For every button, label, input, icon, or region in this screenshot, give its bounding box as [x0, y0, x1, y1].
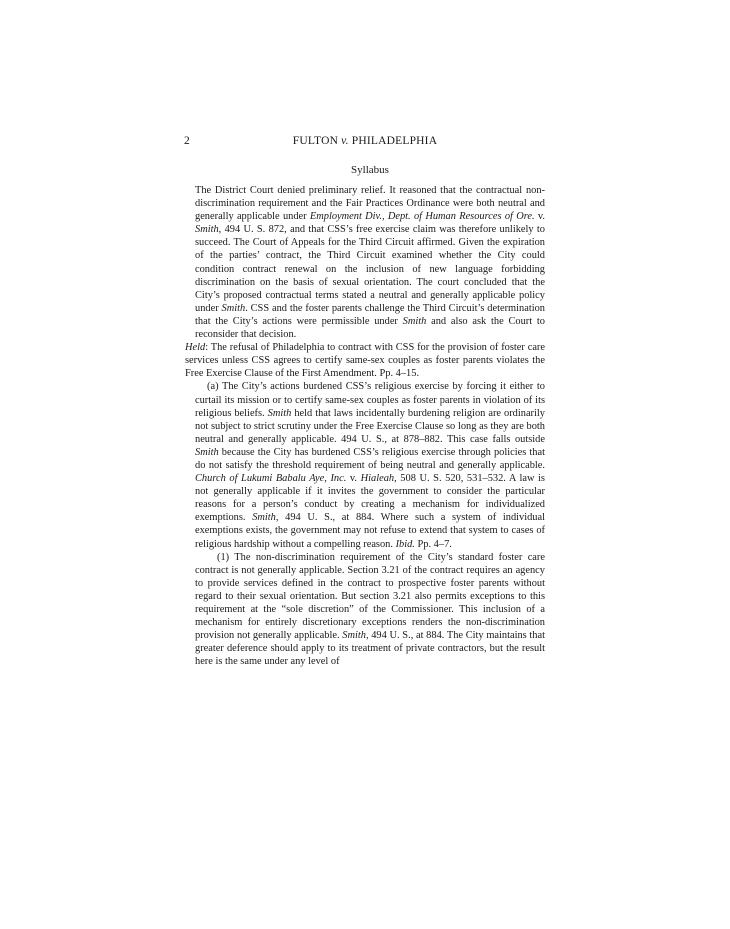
italic-citation: Smith	[402, 315, 427, 327]
text-run: Pp. 4–7.	[414, 538, 452, 550]
text-run: held that laws incidentally burdening religion are ordinarily not subject to strict scrutiny under the Free Exercise Clause so long as they are both neutral and generally applicable. 494 U. S., at 878–882. This case falls outside	[195, 407, 545, 445]
running-head	[200, 135, 530, 147]
text-run: because the City has burdened CSS’s religious exercise through policies that do not satisfy the threshold requirement of being neutral and generally applicable.	[195, 446, 545, 471]
italic-citation: Smith	[221, 302, 246, 314]
case-name-vs: v.	[341, 135, 349, 147]
italic-citation: Smith	[267, 407, 292, 419]
italic-citation: Ibid.	[395, 538, 415, 550]
italic-citation: Smith	[252, 512, 276, 524]
text-run: : The refusal of Philadelphia to contract with CSS for the provision of foster care services unless CSS agrees to certify same-sex couples as foster parents violates the Free Exercise Clause of the First Amendment. Pp. 4–15.	[185, 342, 545, 380]
text-run: v.	[346, 473, 361, 485]
text-run: (a) The City’s actions burdened CSS’s religious exercise by forcing it either to curtail its mission or to certify same-sex couples as foster parents in violation of its religious beliefs.	[195, 381, 545, 419]
paragraph-district-court	[195, 184, 545, 341]
case-name-left: FULTON	[292, 135, 339, 147]
document-body	[185, 184, 546, 668]
section-label: Syllabus	[351, 164, 389, 176]
page-number: 2	[184, 135, 190, 147]
text-run: v.	[534, 211, 546, 223]
text-run: and also ask the Court to reconsider that decision.	[195, 315, 545, 341]
italic-citation: Church of Lukumi Babalu Aye, Inc.	[195, 473, 347, 485]
text-run: , 494 U. S., at 884. The City maintains that greater deference should apply to its treatment of private contractors, but the result here is the same under any level of	[195, 630, 545, 668]
italic-citation: Smith	[195, 224, 219, 236]
italic-citation: Employment Div., Dept. of Human Resources of Ore.	[309, 211, 535, 223]
text-run: , 508 U. S. 520, 531–532. A law is not generally applicable if it invites the government to consider the particular reasons for a person’s conduct by creating a mechanism for individualized exemptions.	[195, 473, 545, 524]
text-run: , 494 U. S., at 884. Where such a system of individual exemptions exists, the government may not refuse to extend that system to cases of religious hardship without a compelling reason.	[195, 512, 546, 550]
held-label: Held	[185, 342, 206, 354]
paragraph-1	[195, 551, 545, 669]
paragraph-a	[195, 380, 545, 550]
italic-citation: Smith	[342, 630, 366, 642]
text-run: , 494 U. S. 872, and that CSS’s free exercise claim was therefore unlikely to succeed. The Court of Appeals for the Third Circuit affirmed. Given the expiration of the parties’ contract, the Third Circuit examined whether the City could condition contract renewal on the inclusion of new language forbidding discrimination on the basis of sexual orientation. The court concluded that the City’s proposed contractual terms stated a neutral and generally applicable policy under	[195, 224, 545, 314]
paragraph-held	[185, 341, 545, 380]
case-name-right: PHILADELPHIA	[351, 135, 438, 147]
text-run: The District Court denied preliminary relief. It reasoned that the contractual non-discrimination requirement and the Fair Practices Ordinance were both neutral and generally applicable under	[195, 185, 545, 223]
italic-citation: Smith	[195, 446, 219, 458]
text-run: (1) The non-discrimination requirement of the City’s standard foster care contract is not generally applicable. Section 3.21 of the contract requires an agency to provide services defined in the contract to prospective foster parents without regard to their sexual orientation. But section 3.21 also permits exceptions to this requirement at the “sole discretion” of the Commissioner. This inclusion of a mechanism for entirely discretionary exceptions renders the non-discrimination provision not generally applicable.	[195, 551, 545, 642]
text-run: . CSS and the foster parents challenge the Third Circuit’s determination that the City’s actions were permissible under	[195, 302, 545, 327]
italic-citation: Hialeah	[360, 473, 395, 485]
